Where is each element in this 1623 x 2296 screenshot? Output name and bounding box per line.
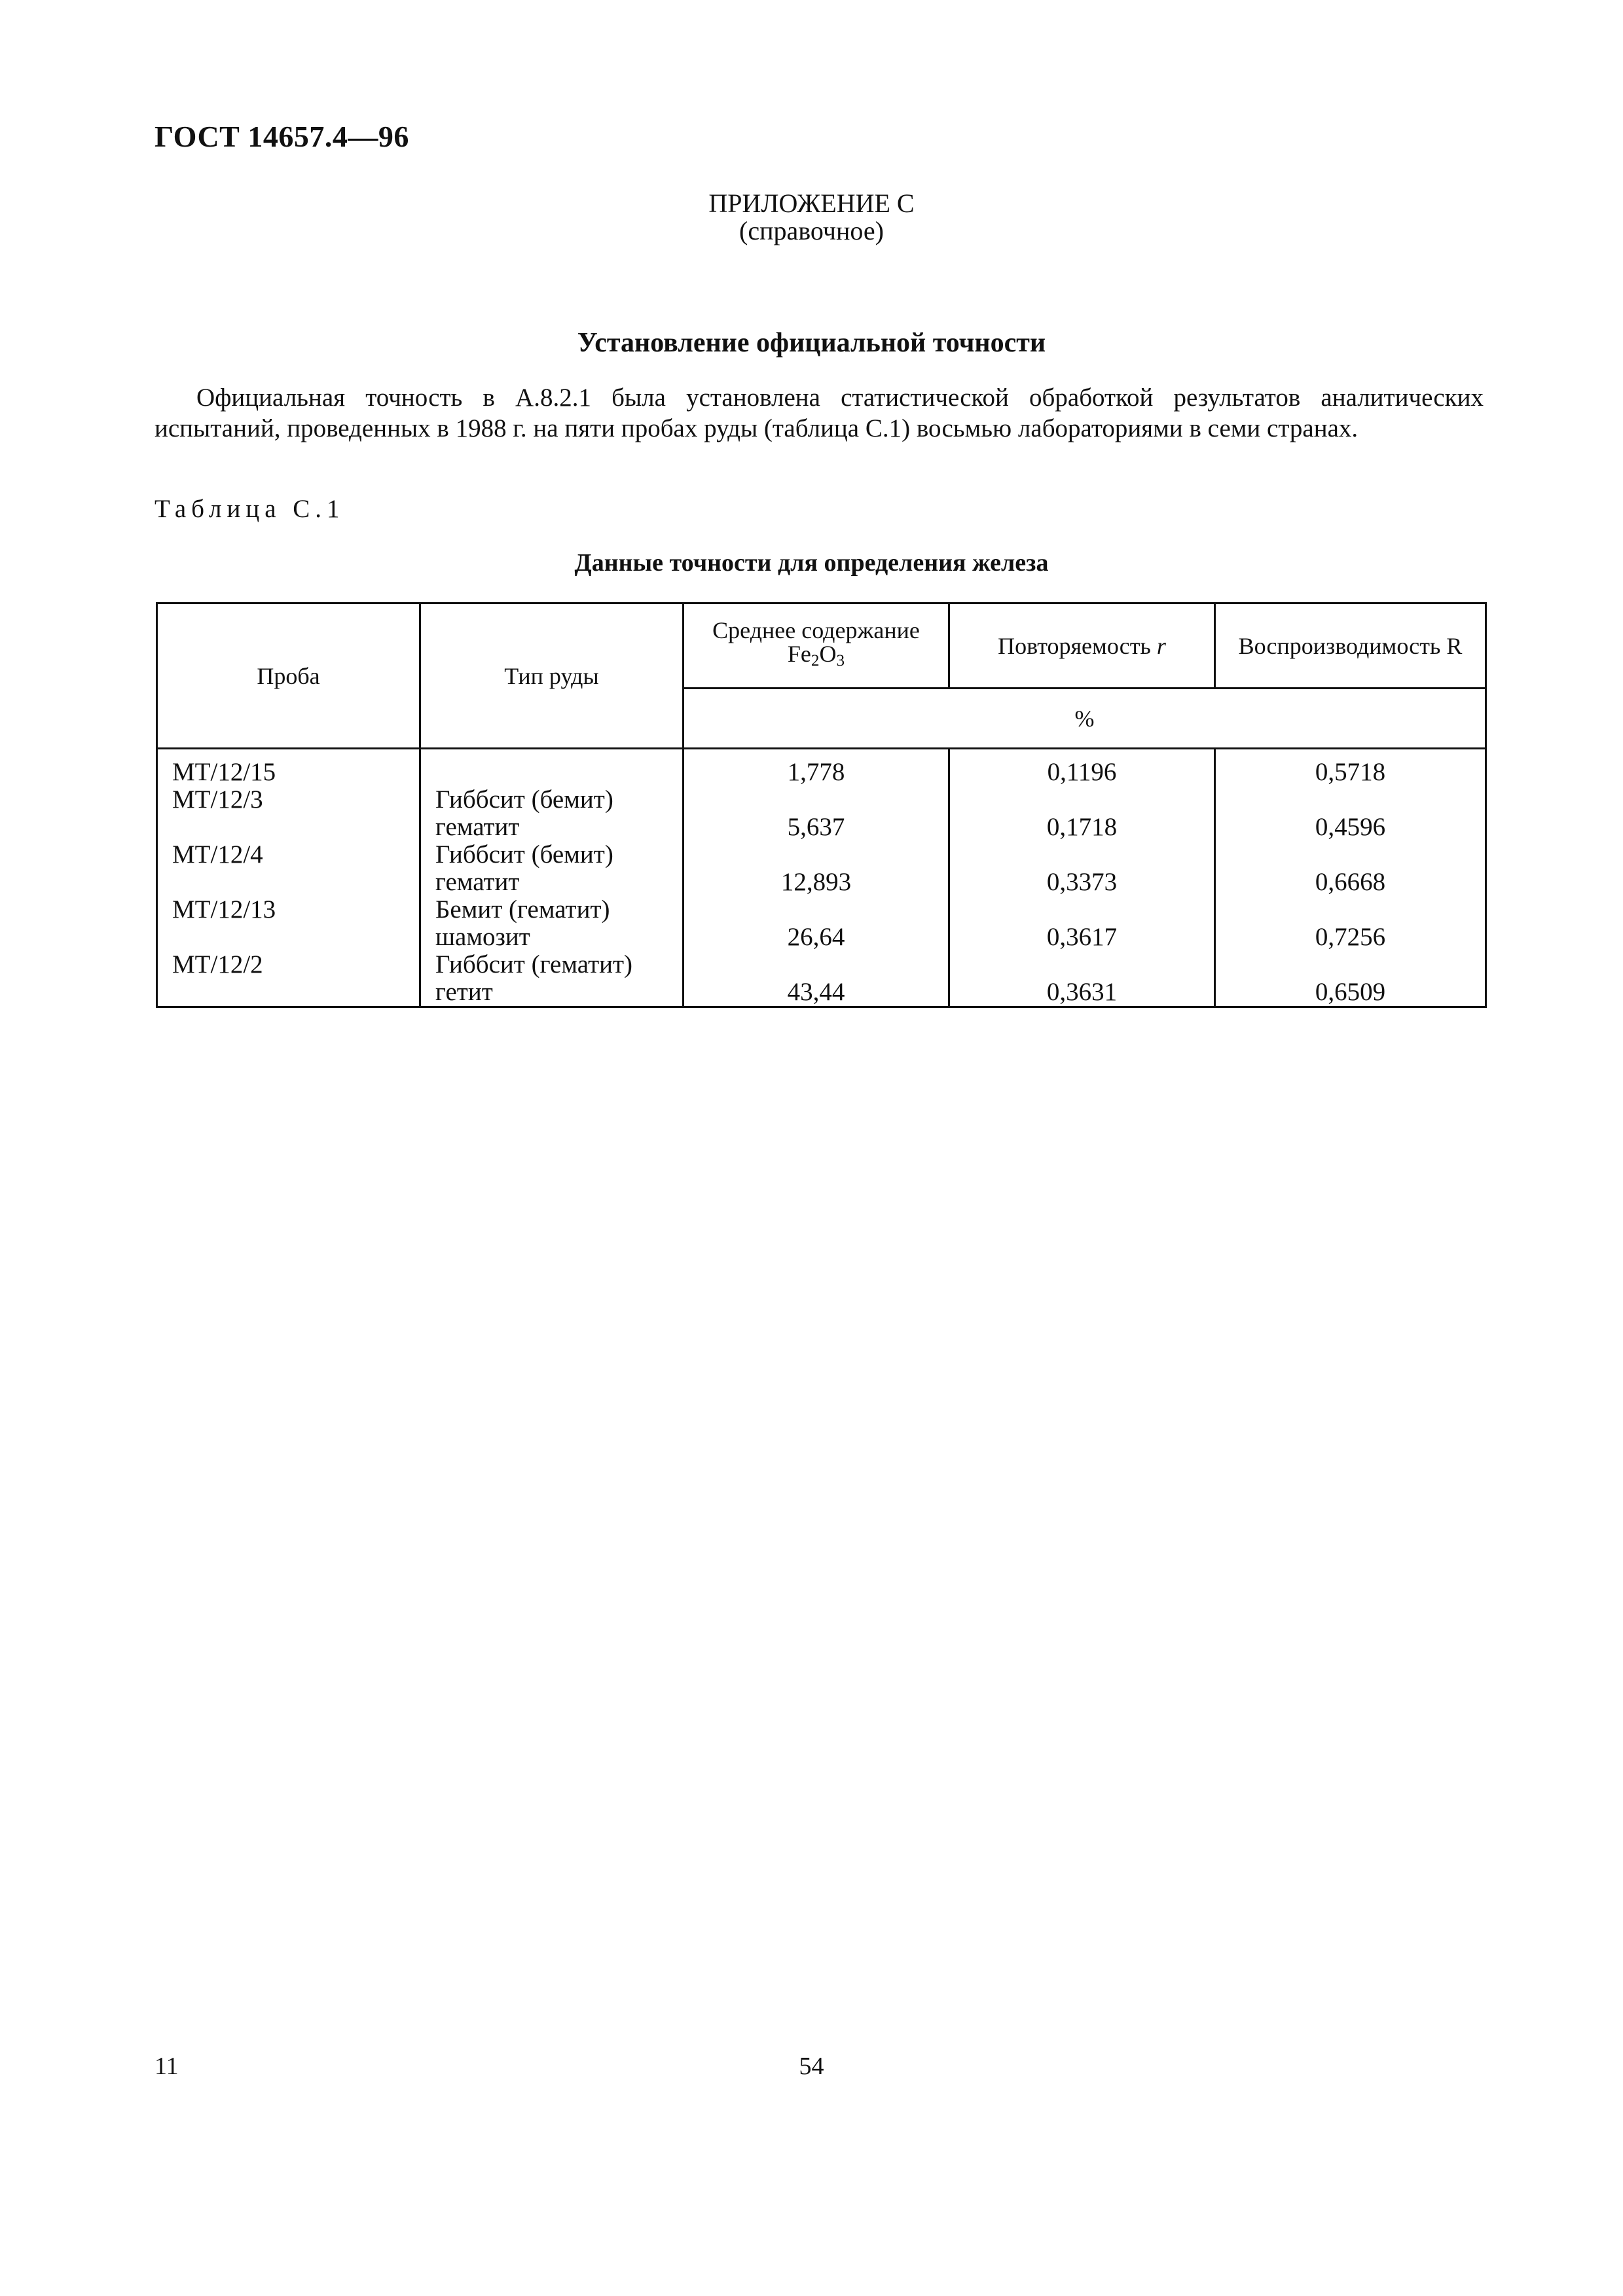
mean-value: 5,637 [787,813,845,841]
sample-id: МТ/12/2 [172,950,263,978]
appendix-title: ПРИЛОЖЕНИЕ С [708,188,915,218]
reproducibility-value: 0,6509 [1315,978,1386,1006]
page-number: 54 [799,2053,824,2080]
table-title: Данные точности для определения железа [574,549,1049,577]
repeatability-value: 0,3373 [1046,868,1118,896]
repeatability-value: 0,1196 [1047,758,1117,786]
header-sample: Проба [157,603,420,749]
section-paragraph: Официальная точность в А.8.2.1 была установлена статистической обработкой результатов аналитических испытаний, проведенных в 1988 г. на пяти пробах руды (таблица С.1) восьмью лабораториями в семи странах. [155,384,1484,442]
ore-type: Гиббсит (гематит) гетит [435,950,633,1006]
repeatability-column [949,749,1215,1007]
ore-type: Бемит (гематит) шамозит [435,895,610,951]
repeatability-symbol: r [1156,632,1166,659]
reproducibility-value: 0,5718 [1315,758,1386,786]
sample-id: МТ/12/3 [172,785,263,814]
sample-id: МТ/12/4 [172,840,263,869]
repeatability-value: 0,1718 [1046,813,1118,841]
mean-content-column [684,749,949,1007]
header-repeatability: Повторяемость r [949,603,1215,689]
header-ore-type: Тип руды [420,603,684,749]
reproducibility-value: 0,6668 [1315,868,1386,896]
sample-column [157,749,420,1007]
reproducibility-value: 0,7256 [1315,923,1386,951]
footer-left-number: 11 [155,2053,179,2080]
mean-value: 1,778 [787,758,845,786]
appendix-heading [0,190,1623,245]
mean-value: 43,44 [787,978,845,1006]
header-mean-content-label: Среднее содержание [712,617,920,643]
sample-id: МТ/12/15 [172,758,276,786]
ore-type-column [420,749,684,1007]
reproducibility-column [1215,749,1486,1007]
ore-type [421,759,682,786]
header-unit: % [684,689,1486,749]
mean-value: 12,893 [780,868,852,896]
header-reproducibility: Воспроизводимость R [1215,603,1486,689]
repeatability-value: 0,3631 [1046,978,1118,1006]
repeatability-value: 0,3617 [1046,923,1118,951]
section-title: Установление официальной точности [577,328,1046,358]
reproducibility-value: 0,4596 [1315,813,1386,841]
header-mean-content [684,603,949,689]
appendix-subtitle: (справочное) [739,216,884,245]
ore-type: Гиббсит (бемит) гематит [435,840,613,896]
document-code: ГОСТ 14657.4—96 [155,120,409,153]
ore-type: Гиббсит (бемит) гематит [435,785,613,841]
header-mean-content-formula: $Fe_2O_3$ [787,641,845,670]
mean-value: 26,64 [787,923,845,951]
sample-id: МТ/12/13 [172,895,276,924]
precision-table [156,602,1487,1008]
table-label: Таблица С.1 [155,495,345,523]
